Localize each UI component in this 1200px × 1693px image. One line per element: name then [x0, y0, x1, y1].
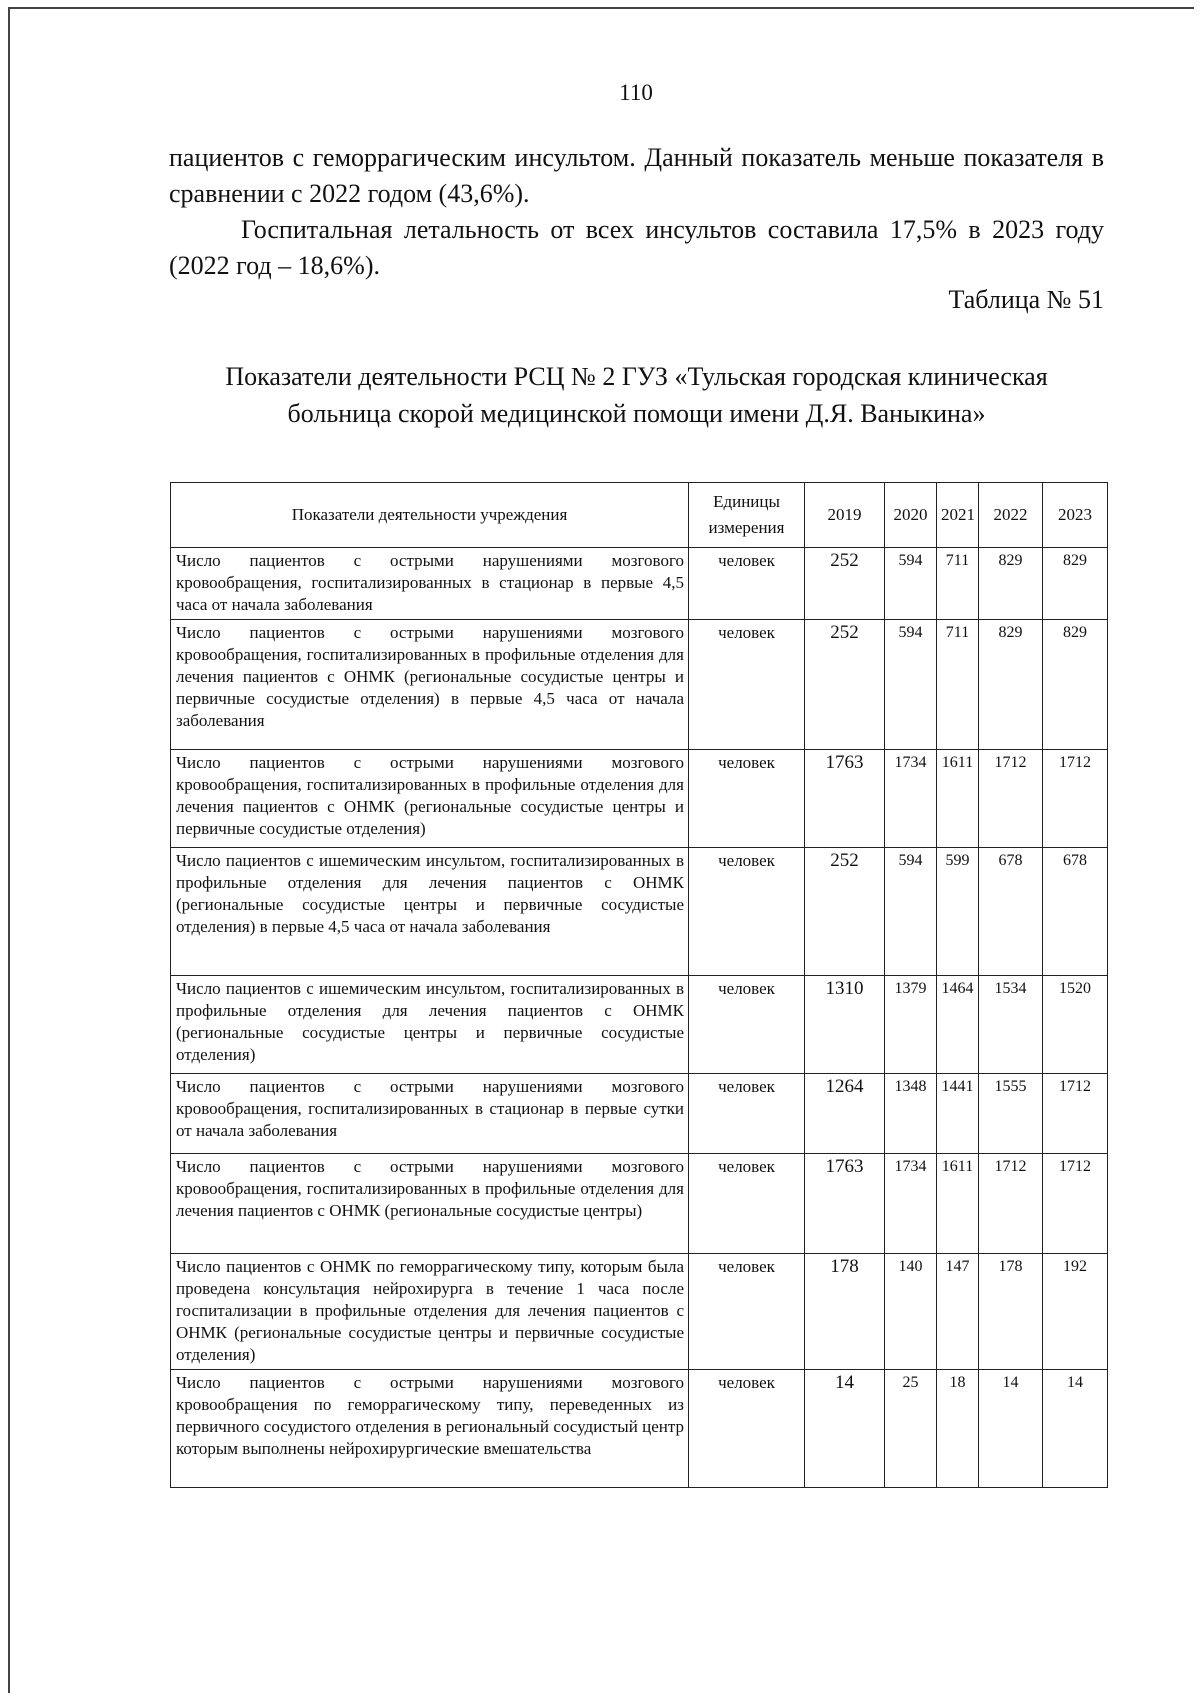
row-unit: человек — [689, 750, 805, 848]
header-unit: Единицы измерения — [689, 483, 805, 548]
value-2023: 1712 — [1043, 1154, 1108, 1254]
row-unit: человек — [689, 1154, 805, 1254]
value-2021: 1611 — [937, 750, 979, 848]
table-row — [171, 548, 1108, 620]
row-description: Число пациентов с острыми нарушениями мозгового кровообращения по геморрагическому типу, переведенных из первичного сосудистого отделения в региональный сосудистый центр которым выполнены нейрохирургические вмешательства — [171, 1370, 689, 1488]
value-2022: 1534 — [979, 976, 1043, 1074]
row-description: Число пациентов с острыми нарушениями мозгового кровообращения, госпитализированных в профильные отделения для лечения пациентов с ОНМК (региональные сосудистые центры и первичные сосудистые отделения) в первые 4,5 часа от начала заболевания — [171, 620, 689, 750]
header-year-2020: 2020 — [885, 483, 937, 548]
value-2023: 1712 — [1043, 1074, 1108, 1154]
value-2020: 140 — [885, 1254, 937, 1370]
header-year-2023: 2023 — [1043, 483, 1108, 548]
row-description: Число пациентов с острыми нарушениями мозгового кровообращения, госпитализированных в профильные отделения для лечения пациентов с ОНМК (региональные сосудистые центры) — [171, 1154, 689, 1254]
row-description: Число пациентов с острыми нарушениями мозгового кровообращения, госпитализированных в профильные отделения для лечения пациентов с ОНМК (региональные сосудистые центры и первичные сосудистые отделения) — [171, 750, 689, 848]
value-2021: 599 — [937, 848, 979, 976]
page-border-left — [8, 7, 10, 1693]
value-2022: 1712 — [979, 1154, 1043, 1254]
table-caption — [169, 358, 1104, 432]
value-2023: 1520 — [1043, 976, 1108, 1074]
value-2019: 1763 — [805, 1154, 885, 1254]
value-2022: 1555 — [979, 1074, 1043, 1154]
value-2020: 1348 — [885, 1074, 937, 1154]
value-2020: 25 — [885, 1370, 937, 1488]
paragraph-1: пациентов с геморрагическим инсультом. Данный показатель меньше показателя в сравнении с 2022 годом (43,6%). — [169, 143, 1104, 208]
value-2022: 829 — [979, 548, 1043, 620]
value-2019: 252 — [805, 620, 885, 750]
value-2020: 594 — [885, 620, 937, 750]
value-2019: 1763 — [805, 750, 885, 848]
value-2023: 14 — [1043, 1370, 1108, 1488]
value-2022: 14 — [979, 1370, 1043, 1488]
value-2022: 1712 — [979, 750, 1043, 848]
value-2019: 1310 — [805, 976, 885, 1074]
value-2021: 1611 — [937, 1154, 979, 1254]
paragraph-2: Госпитальная летальность от всех инсультов составила 17,5% в 2023 году (2022 год – 18,6%). — [169, 215, 1104, 280]
row-description: Число пациентов с ишемическим инсультом, госпитализированных в профильные отделения для лечения пациентов с ОНМК (региональные сосудистые центры и первичные сосудистые отделения) — [171, 976, 689, 1074]
table-row — [171, 1254, 1108, 1370]
page-number: 110 — [619, 80, 653, 105]
table-row — [171, 848, 1108, 976]
row-unit: человек — [689, 1370, 805, 1488]
value-2022: 829 — [979, 620, 1043, 750]
row-description: Число пациентов с острыми нарушениями мозгового кровообращения, госпитализированных в стационар в первые сутки от начала заболевания — [171, 1074, 689, 1154]
table-row — [171, 750, 1108, 848]
value-2019: 252 — [805, 548, 885, 620]
value-2020: 1734 — [885, 1154, 937, 1254]
table-row — [171, 620, 1108, 750]
value-2023: 829 — [1043, 548, 1108, 620]
value-2019: 1264 — [805, 1074, 885, 1154]
row-unit: человек — [689, 976, 805, 1074]
row-unit: человек — [689, 1074, 805, 1154]
value-2022: 678 — [979, 848, 1043, 976]
value-2019: 252 — [805, 848, 885, 976]
value-2021: 147 — [937, 1254, 979, 1370]
value-2020: 1734 — [885, 750, 937, 848]
value-2021: 1441 — [937, 1074, 979, 1154]
value-2022: 178 — [979, 1254, 1043, 1370]
value-2019: 178 — [805, 1254, 885, 1370]
table-row — [171, 1074, 1108, 1154]
value-2023: 1712 — [1043, 750, 1108, 848]
table-row — [171, 976, 1108, 1074]
header-year-2019: 2019 — [805, 483, 885, 548]
row-description: Число пациентов с острыми нарушениями мозгового кровообращения, госпитализированных в стационар в первые 4,5 часа от начала заболевания — [171, 548, 689, 620]
table-caption-line-2: больница скорой медицинской помощи имени Д.Я. Ваныкина» — [287, 399, 986, 428]
table-row — [171, 1154, 1108, 1254]
value-2020: 594 — [885, 548, 937, 620]
table-caption-line-1: Показатели деятельности РСЦ № 2 ГУЗ «Тульская городская клиническая — [225, 362, 1048, 391]
value-2021: 18 — [937, 1370, 979, 1488]
header-year-2022: 2022 — [979, 483, 1043, 548]
value-2019: 14 — [805, 1370, 885, 1488]
table-row — [171, 1370, 1108, 1488]
header-indicator: Показатели деятельности учреждения — [171, 483, 689, 548]
value-2020: 594 — [885, 848, 937, 976]
row-unit: человек — [689, 1254, 805, 1370]
value-2023: 192 — [1043, 1254, 1108, 1370]
indicators-table — [170, 482, 1108, 1488]
row-unit: человек — [689, 548, 805, 620]
page-border-top — [8, 7, 1194, 9]
header-year-2021: 2021 — [937, 483, 979, 548]
row-description: Число пациентов с ОНМК по геморрагическому типу, которым была проведена консультация нейрохирурга в течение 1 часа после госпитализации в профильные отделения для лечения пациентов с ОНМК (региональные сосудистые центры и первичные сосудистые отделения) — [171, 1254, 689, 1370]
table-number: Таблица № 51 — [948, 285, 1104, 314]
value-2021: 711 — [937, 548, 979, 620]
value-2023: 678 — [1043, 848, 1108, 976]
value-2023: 829 — [1043, 620, 1108, 750]
value-2020: 1379 — [885, 976, 937, 1074]
value-2021: 1464 — [937, 976, 979, 1074]
table-header-row — [171, 483, 1108, 548]
row-description: Число пациентов с ишемическим инсультом, госпитализированных в профильные отделения для лечения пациентов с ОНМК (региональные сосудистые центры и первичные сосудистые отделения) в первые 4,5 часа от начала заболевания — [171, 848, 689, 976]
row-unit: человек — [689, 620, 805, 750]
value-2021: 711 — [937, 620, 979, 750]
row-unit: человек — [689, 848, 805, 976]
